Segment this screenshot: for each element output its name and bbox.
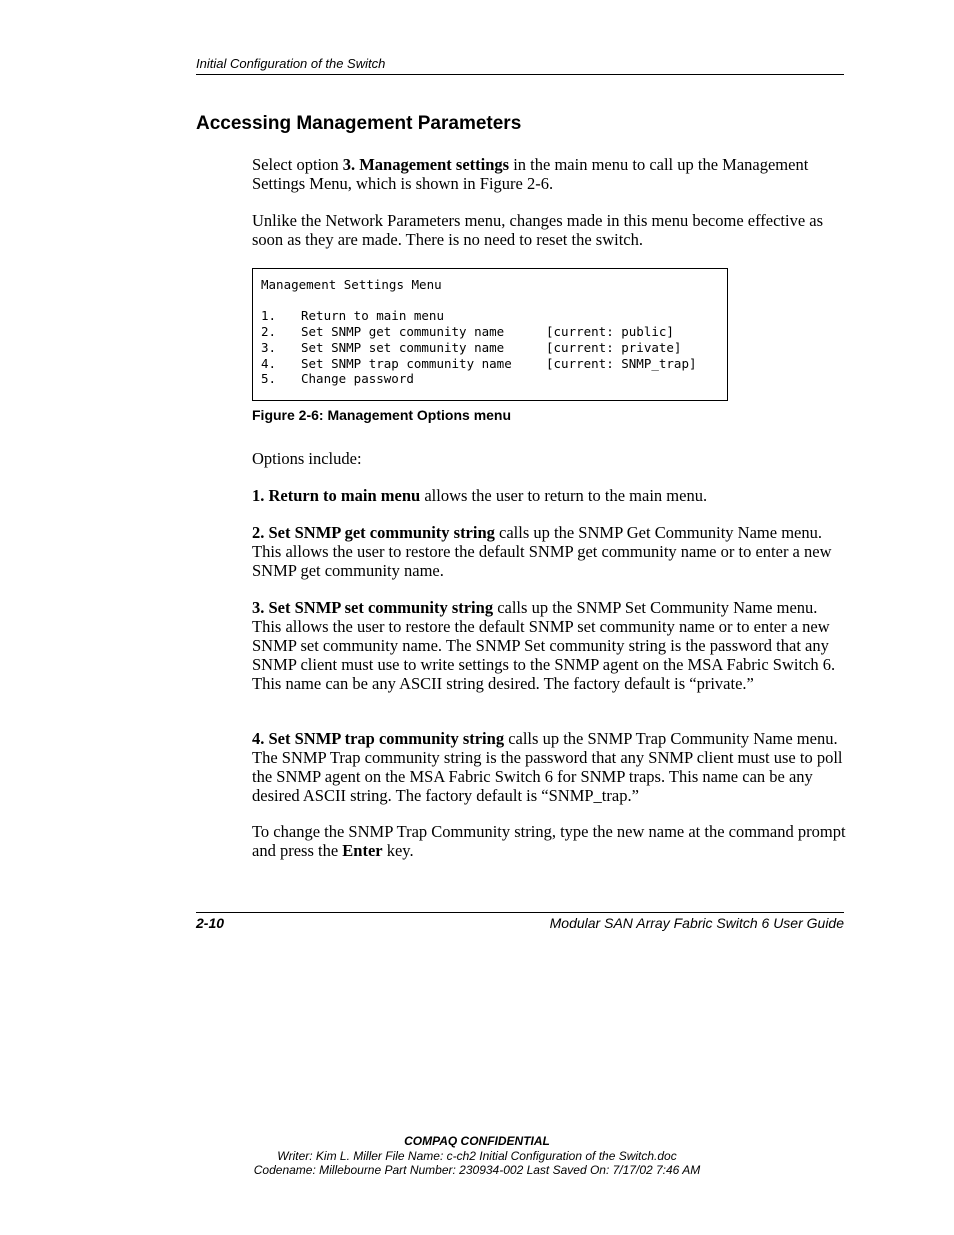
page-number: 2-10 <box>196 915 225 931</box>
console-item-number: 3. <box>261 340 277 355</box>
option-3-paragraph <box>252 598 846 693</box>
option-1-term: 1. Return to main menu <box>252 486 421 505</box>
console-item-label: Return to main menu <box>301 308 444 323</box>
console-item-value: [current: private] <box>546 340 682 355</box>
option-2-paragraph <box>252 523 846 580</box>
console-menu-item-3 <box>261 340 682 356</box>
confidential-writer-line: Writer: Kim L. Miller File Name: c-ch2 Initial Configuration of the Switch.doc <box>277 1149 677 1163</box>
option-1-text: allows the user to return to the main menu. <box>420 486 708 505</box>
enter-key-term: Enter <box>342 841 383 860</box>
option-4-paragraph <box>252 729 846 805</box>
option-3-text: calls up the SNMP Set Community Name menu. This allows the user to restore the default SNMP set community name or to enter a new SNMP set community name. The SNMP Set community string is the password that any SNMP client must use to write settings to the SNMP agent on the MSA Fabric Switch 6. This name can be any ASCII string desired. The factory default is “private.” <box>252 598 836 693</box>
footer-rule <box>196 912 844 913</box>
intro-option-bold: 3. Management settings <box>342 155 510 174</box>
confidential-title: COMPAQ CONFIDENTIAL <box>404 1134 550 1148</box>
closing-text-pre: To change the SNMP Trap Community string, type the new name at the command prompt and press the <box>252 822 846 860</box>
option-2-text: calls up the SNMP Get Community Name menu. This allows the user to restore the default SNMP get community name or to enter a new SNMP get community name. <box>252 523 832 580</box>
console-title: Management Settings Menu <box>261 277 442 292</box>
option-1-paragraph <box>252 486 846 505</box>
intro-text-post: in the main menu to call up the Management Settings Menu, which is shown in Figure 2-6. <box>252 155 809 193</box>
option-4-text: calls up the SNMP Trap Community Name menu. The SNMP Trap community string is the password that any SNMP client must use to poll the SNMP agent on the MSA Fabric Switch 6 for SNMP traps. This name can be any desired ASCII string. The factory default is “SNMP_trap.” <box>252 729 843 805</box>
console-item-number: 5. <box>261 371 277 386</box>
console-menu-item-5 <box>261 371 414 387</box>
figure-caption: Figure 2-6: Management Options menu <box>252 407 512 423</box>
intro-text-pre: Select option <box>252 155 343 174</box>
console-screenshot <box>252 268 728 401</box>
console-item-label: Change password <box>301 371 414 386</box>
console-item-number: 1. <box>261 308 277 323</box>
closing-paragraph <box>252 822 846 860</box>
book-title: Modular SAN Array Fabric Switch 6 User Guide <box>549 915 844 931</box>
console-item-label: Set SNMP trap community name <box>301 356 512 371</box>
closing-text-post: key. <box>382 841 414 860</box>
header-rule <box>196 74 844 75</box>
console-item-number: 2. <box>261 324 277 339</box>
console-item-value: [current: public] <box>546 324 674 339</box>
options-intro: Options include: <box>252 449 362 468</box>
console-item-label: Set SNMP set community name <box>301 340 505 355</box>
console-item-label: Set SNMP get community name <box>301 324 505 339</box>
option-3-term: 3. Set SNMP set community string <box>252 598 494 617</box>
intro-paragraph <box>252 155 846 193</box>
confidential-codename-line: Codename: Millebourne Part Number: 230934-002 Last Saved On: 7/17/02 7:46 AM <box>253 1163 701 1177</box>
console-menu-item-1 <box>261 308 444 324</box>
section-heading: Accessing Management Parameters <box>196 113 522 134</box>
effective-paragraph: Unlike the Network Parameters menu, changes made in this menu become effective as soon as they are made. There is no need to reset the switch. <box>252 211 824 249</box>
option-4-term: 4. Set SNMP trap community string <box>252 729 505 748</box>
running-header: Initial Configuration of the Switch <box>196 56 386 71</box>
console-item-value: [current: SNMP_trap] <box>546 356 697 371</box>
console-item-number: 4. <box>261 356 277 371</box>
console-menu-item-4 <box>261 356 697 372</box>
option-2-term: 2. Set SNMP get community string <box>252 523 495 542</box>
console-menu-item-2 <box>261 324 674 340</box>
